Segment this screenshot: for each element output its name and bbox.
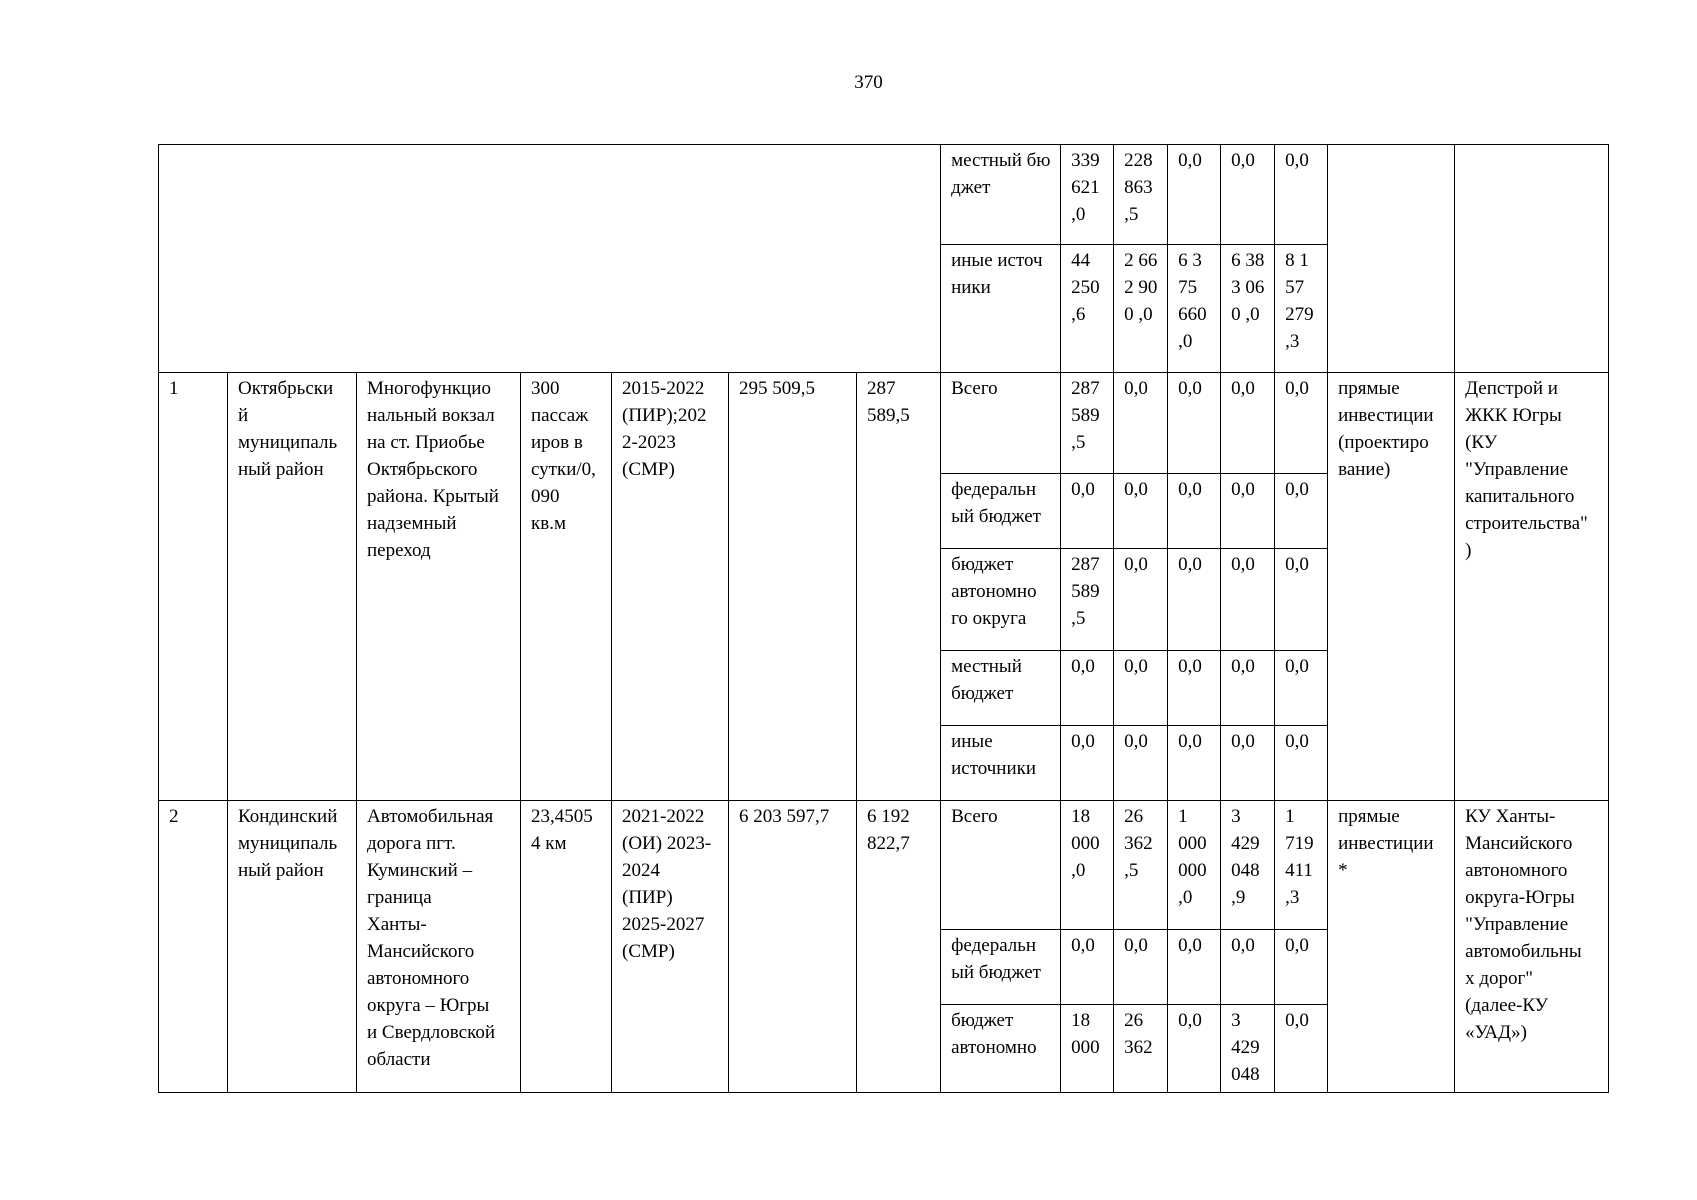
page-number: 370 <box>854 72 883 93</box>
table-row <box>159 373 1609 474</box>
district-cell: Октябрьски й муниципаль ный район <box>228 373 357 801</box>
funding-source-label: федеральн ый бюджет <box>941 930 1061 1005</box>
empty-continuation-cell <box>159 145 941 373</box>
amount-cell: 228 863 ,5 <box>1114 145 1168 245</box>
funding-source-label: Всего <box>941 373 1061 474</box>
amount-cell: 0,0 <box>1114 549 1168 651</box>
responsible-cell: КУ Ханты- Мансийского автономного округа-Югры "Управление автомобильны х дорог" (далее-КУ «УАД») <box>1455 801 1609 1093</box>
amount-cell: 44 250 ,6 <box>1061 245 1114 373</box>
amount-cell: 0,0 <box>1168 726 1221 801</box>
amount-cell: 0,0 <box>1168 1005 1221 1093</box>
amount-cell: 0,0 <box>1168 145 1221 245</box>
funding-source-label: иные источники <box>941 245 1061 373</box>
amount-cell: 2 662 900 ,0 <box>1114 245 1168 373</box>
amount-cell: 0,0 <box>1275 930 1328 1005</box>
amount-cell: 0,0 <box>1061 726 1114 801</box>
responsible-cell <box>1455 145 1609 373</box>
investment-table <box>158 144 1609 1093</box>
cost-cell: 6 203 597,7 <box>729 801 857 1093</box>
amount-cell: 339 621 ,0 <box>1061 145 1114 245</box>
amount-cell: 0,0 <box>1114 651 1168 726</box>
table-row <box>159 801 1609 930</box>
amount-cell: 3 429 048 <box>1221 1005 1275 1093</box>
amount-cell: 0,0 <box>1275 726 1328 801</box>
amount-cell: 18 000 ,0 <box>1061 801 1114 930</box>
amount-cell: 0,0 <box>1061 930 1114 1005</box>
remaining-cost-cell: 287 589,5 <box>857 373 941 801</box>
amount-cell: 0,0 <box>1275 651 1328 726</box>
mechanism-cell <box>1328 145 1455 373</box>
mechanism-cell: прямые инвестиции (проектиро вание) <box>1328 373 1455 801</box>
amount-cell: 0,0 <box>1168 373 1221 474</box>
table-row <box>159 145 1609 245</box>
mechanism-cell: прямые инвестиции * <box>1328 801 1455 1093</box>
amount-cell: 8 157 279 ,3 <box>1275 245 1328 373</box>
funding-source-label: федеральн ый бюджет <box>941 474 1061 549</box>
district-cell: Кондинский муниципаль ный район <box>228 801 357 1093</box>
funding-source-label: бюджет автономно <box>941 1005 1061 1093</box>
object-name-cell: Многофункцио нальный вокзал на ст. Приобье Октябрьского района. Крытый надземный переход <box>357 373 521 801</box>
amount-cell: 0,0 <box>1275 373 1328 474</box>
entry-number: 2 <box>159 801 228 1093</box>
amount-cell: 6 375 660 ,0 <box>1168 245 1221 373</box>
cost-cell: 295 509,5 <box>729 373 857 801</box>
amount-cell: 0,0 <box>1221 651 1275 726</box>
funding-source-label: местный бюджет <box>941 145 1061 245</box>
amount-cell: 0,0 <box>1275 549 1328 651</box>
amount-cell: 0,0 <box>1168 651 1221 726</box>
amount-cell: 0,0 <box>1061 651 1114 726</box>
funding-source-label: иные источники <box>941 726 1061 801</box>
funding-source-label: Всего <box>941 801 1061 930</box>
amount-cell: 1 719 411 ,3 <box>1275 801 1328 930</box>
amount-cell: 3 429 048 ,9 <box>1221 801 1275 930</box>
remaining-cost-cell: 6 192 822,7 <box>857 801 941 1093</box>
amount-cell: 287 589 ,5 <box>1061 373 1114 474</box>
entry-number: 1 <box>159 373 228 801</box>
amount-cell: 0,0 <box>1114 373 1168 474</box>
period-cell: 2021-2022 (ОИ) 2023- 2024 (ПИР) 2025-2027 (СМР) <box>612 801 729 1093</box>
amount-cell: 26 362 ,5 <box>1114 801 1168 930</box>
amount-cell: 0,0 <box>1114 930 1168 1005</box>
amount-cell: 0,0 <box>1114 726 1168 801</box>
amount-cell: 18 000 <box>1061 1005 1114 1093</box>
capacity-cell: 300 пассаж иров в сутки/0, 090 кв.м <box>521 373 612 801</box>
amount-cell: 0,0 <box>1275 1005 1328 1093</box>
period-cell: 2015-2022 (ПИР);202 2-2023 (СМР) <box>612 373 729 801</box>
amount-cell: 0,0 <box>1168 549 1221 651</box>
amount-cell: 0,0 <box>1168 930 1221 1005</box>
responsible-cell: Депстрой и ЖКК Югры (КУ "Управление капитального строительства" ) <box>1455 373 1609 801</box>
amount-cell: 0,0 <box>1221 145 1275 245</box>
amount-cell: 0,0 <box>1114 474 1168 549</box>
object-name-cell: Автомобильная дорога пгт. Куминский – граница Ханты- Мансийского автономного округа – Югры и Свердловской области <box>357 801 521 1093</box>
amount-cell: 0,0 <box>1168 474 1221 549</box>
capacity-cell: 23,4505 4 км <box>521 801 612 1093</box>
amount-cell: 6 383 060 ,0 <box>1221 245 1275 373</box>
amount-cell: 1 000 000 ,0 <box>1168 801 1221 930</box>
funding-source-label: бюджет автономно го округа <box>941 549 1061 651</box>
amount-cell: 0,0 <box>1221 726 1275 801</box>
amount-cell: 0,0 <box>1221 474 1275 549</box>
amount-cell: 0,0 <box>1275 474 1328 549</box>
amount-cell: 0,0 <box>1221 930 1275 1005</box>
amount-cell: 0,0 <box>1221 373 1275 474</box>
amount-cell: 26 362 <box>1114 1005 1168 1093</box>
amount-cell: 287 589 ,5 <box>1061 549 1114 651</box>
amount-cell: 0,0 <box>1275 145 1328 245</box>
amount-cell: 0,0 <box>1061 474 1114 549</box>
amount-cell: 0,0 <box>1221 549 1275 651</box>
funding-source-label: местный бюджет <box>941 651 1061 726</box>
